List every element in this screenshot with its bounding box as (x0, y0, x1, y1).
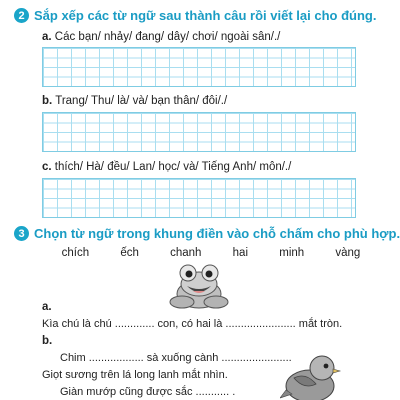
part-a-sentence: Kìa chú là chú ............. con, có hai là ....................... mắt tròn. (42, 318, 343, 330)
exercise-2-item-c (42, 161, 291, 173)
word-bank (46, 247, 376, 259)
exercise-2-item-b (42, 95, 227, 107)
word-bank-item: vàng (335, 247, 361, 259)
exercise-2-item-a (42, 31, 280, 43)
item-b-text: Trang/ Thu/ là/ và/ bạn thân/ đôi/./ (52, 95, 228, 107)
item-c-text: thích/ Hà/ đều/ Lan/ học/ và/ Tiếng Anh/ môn/./ (51, 161, 292, 173)
part-b-line-3: Giàn mướp cũng được sắc ........... . (60, 386, 236, 398)
writing-grid-b[interactable] (42, 112, 356, 152)
item-b-label: b. (42, 95, 53, 107)
exercise-2-title: Sắp xếp các từ ngữ sau thành câu rồi viết lại cho đúng. (34, 8, 377, 23)
exercise-3-number-badge (14, 226, 29, 241)
writing-grid-c[interactable] (42, 178, 356, 218)
exercise-3-title: Chọn từ ngữ trong khung điền vào chỗ chấm cho phù hợp. (34, 226, 400, 241)
part-a-label: a. (42, 301, 52, 313)
exercise-2-number: 2 (18, 9, 25, 22)
exercise-2-number-badge (14, 8, 29, 23)
word-bank-item: ếch (120, 247, 139, 259)
item-a-label: a. (42, 31, 52, 43)
word-bank-item: minh (279, 247, 305, 259)
word-bank-item: chích (61, 247, 90, 259)
item-a-text: Các bạn/ nhảy/ đang/ dây/ chơi/ ngoài sân/./ (51, 31, 281, 43)
word-bank-item: chanh (170, 247, 202, 259)
exercise-3-number: 3 (18, 227, 25, 240)
item-c-label: c. (42, 161, 52, 173)
writing-grid-a[interactable] (42, 47, 356, 87)
frog-illustration-icon (160, 262, 238, 312)
part-b-line-2: Giọt sương trên lá long lanh mắt nhìn. (42, 369, 228, 381)
part-b-line-1: Chim .................. sà xuống cành ....................... (60, 352, 292, 364)
bird-illustration-icon (280, 350, 342, 400)
word-bank-item: hai (232, 247, 249, 259)
part-b-label: b. (42, 335, 53, 347)
